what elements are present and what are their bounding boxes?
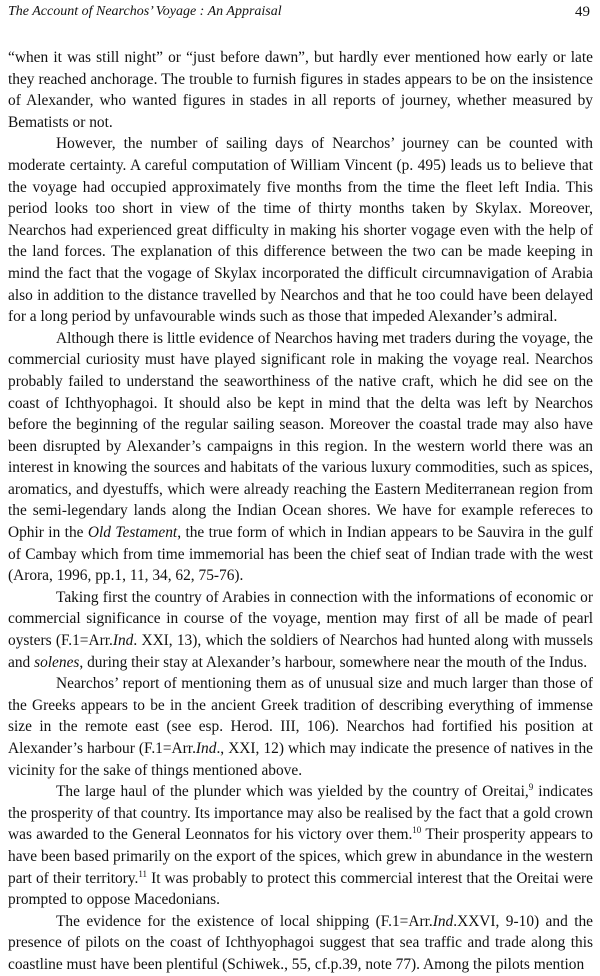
text-fragment: solenes — [34, 653, 80, 671]
body-text — [8, 47, 593, 976]
paragraph — [8, 328, 593, 587]
text-fragment: Their prosperity appears to have been based primarily on the export of the spices, which grew in abundance in the western part of their territory. — [8, 826, 593, 887]
running-head-title: The Account of Nearchos’ Voyage : An Appraisal — [8, 4, 282, 19]
text-fragment: It was probably to protect this commercial interest that the Oreitai were prompted to oppose Macedonians. — [8, 869, 593, 909]
text-fragment: However, the number of sailing days of Nearchos’ journey can be counted with moderate certainty. A careful computation of William Vincent (p. 495) leads us to believe that the voyage had occupied approximately five months from the time the fleet left India. This period looks too short in view of the time of thirty months taken by Skylax. Moreover, Nearchos had experienced great difficulty in making his shorter vogage even with the help of the land forces. The explanation of this difference between the two can be made keeping in mind the fact that the vogage of Skylax incorporated the difficult circumnavigation of Arabia also in addition to the distance travelled by Nearchos and that he too could have been delayed for a long period by unfavourable winds such as those that impeded Alexander’s admiral. — [8, 135, 593, 326]
text-fragment: The large haul of the plunder which was yielded by the country of Oreitai, — [56, 783, 529, 801]
page-number: 49 — [575, 4, 590, 20]
footnote-marker: 11 — [138, 868, 148, 879]
paragraph — [8, 133, 593, 327]
text-fragment: , the true form of which in Indian appears to be Sauvira in the gulf of Cambay which from time immemorial has been the chief seat of Indian trade with the west (Arora, 1996, pp.1, 11, 34, 62, 75-76). — [8, 524, 593, 585]
text-fragment: , during their stay at Alexander’s harbour, somewhere near the mouth of the Indus. — [79, 653, 588, 671]
text-fragment: Taking first the country of Arabies in connection with the informations of economic or commercial significance in course of the voyage, mention may first of all be made of pearl oysters (F.1=Arr. — [8, 588, 593, 650]
text-fragment: Ind — [112, 632, 134, 650]
text-fragment: indicates the prosperity of that country. Its importance may also be realised by the fact that a gold crown was awarded to the General Leonnatos for his victory over them. — [8, 783, 593, 844]
text-fragment: Old Testament — [87, 524, 178, 542]
text-fragment: Ind — [195, 740, 217, 757]
text-fragment: ., XXI, 12) which may indicate the presence of natives in the vicinity for the sake of things mentioned above. — [8, 740, 593, 779]
paragraph — [8, 47, 593, 133]
paragraph — [8, 781, 593, 911]
text-fragment: . XXI, 13), which the soldiers of Nearchos had hunted along with mussels and — [8, 632, 593, 671]
text-fragment: “when it was still night” or “just before dawn”, but hardly ever mentioned how early or late they reached anchorage. The trouble to furnish figures in stades appears to be on the insistence of Alexander, who wanted figures in stades in all reports of journey, whether measured by Bematists or not. — [8, 49, 593, 131]
text-fragment: Ind — [432, 912, 454, 930]
text-fragment: Although there is little evidence of Nearchos having met traders during the voyage, the commercial curiosity must have played significant role in making the voyage real. Nearchos probably failed to understand the seaworthiness of the native craft, which he did see on the coast of Ichthyophagoi. It should also be kept in mind that the delta was left by Nearchos before the beginning of the regular sailing season. Moreover the coastal trade may also have been disrupted by Alexander’s campaigns in this region. In the western world there was an interest in knowing the sources and habitats of the various luxury commodities, such as spices, aromatics, and dyestuffs, which were already reaching the Eastern Mediterranean region from the semi-legendary lands along the Indian Ocean shores. We have for example refereces to Ophir in the — [8, 329, 593, 542]
footnote-marker: 10 — [412, 825, 422, 836]
paragraph — [8, 673, 593, 781]
text-fragment: The evidence for the existence of local shipping (F.1=Arr. — [56, 912, 433, 930]
paragraph — [8, 587, 593, 673]
footnote-marker: 9 — [528, 782, 534, 793]
text-fragment: Nearchos’ report of mentioning them as of unusual size and much larger than those of the Greeks appears to be in the ancient Greek tradition of describing everything of immense size in the remote east (see esp. Herod. III, 106). Nearchos had fortified his position at Alexander’s harbour (F.1=Arr. — [8, 675, 593, 757]
paragraph — [8, 911, 593, 976]
text-fragment: .XXVI, 9-10) and the presence of pilots on the coast of Ichthyophagoi suggest that sea traffic and trade along this coastline must have been plentiful (Schiwek., 55, cf.p.39, note 77). Among the pilots mention — [8, 912, 593, 973]
